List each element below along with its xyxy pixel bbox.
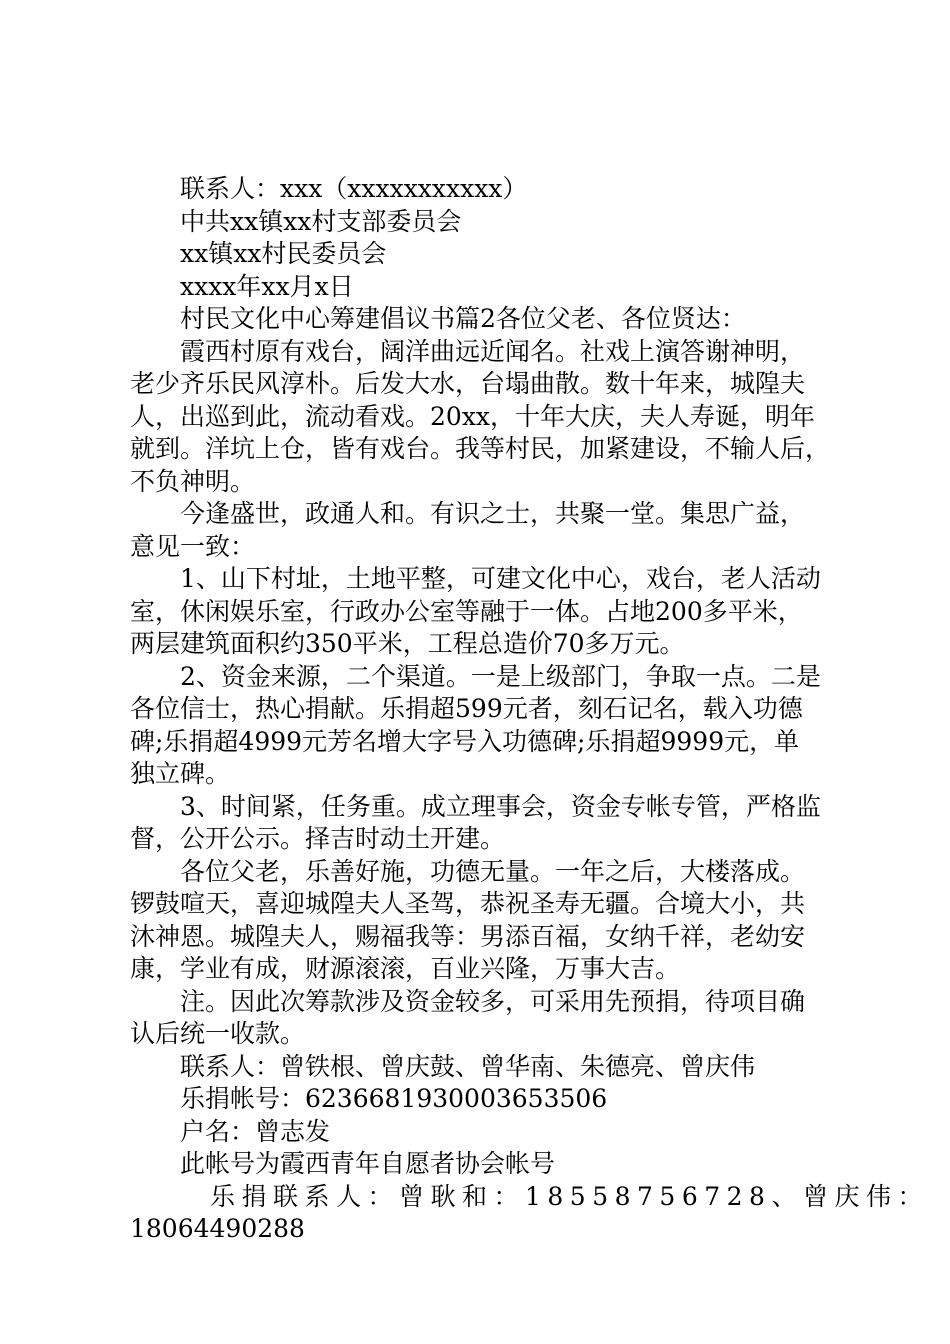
- account-name-line: 户名：曾志发: [180, 1116, 331, 1146]
- account-line: 乐捐帐号：6236681930003653506: [180, 1084, 608, 1113]
- account-note-line: 此帐号为霞西青年自愿者协会帐号: [180, 1149, 556, 1178]
- text-line: 意见一致：: [130, 531, 256, 561]
- header-line: xxxx年xx月x日: [180, 271, 354, 301]
- text-line: 1、山下村址，土地平整，可建文化中心，戏台，老人活动: [180, 564, 821, 593]
- paragraph: [130, 563, 832, 661]
- text-line: 各位父老，乐善好施，功德无量。一年之后，大楼落成。: [180, 856, 806, 886]
- text-line: 注。因此次筹款涉及资金较多，可采用先预捐，待项目确: [180, 986, 806, 1016]
- text-line: 老少齐乐民风淳朴。后发大水，台塌曲散。数十年来，城隍夫: [130, 369, 806, 398]
- document-page: [130, 173, 929, 1246]
- text-line: 碑;乐捐超4999元芳名增大字号入功德碑;乐捐超9999元，单: [130, 726, 800, 756]
- text-line: 各位信士，热心捐献。乐捐超599元者，刻石记名，载入功德: [130, 694, 803, 723]
- text-line: 室，休闲娱乐室，行政办公室等融于一体。占地200多平米，: [130, 596, 803, 626]
- text-line: 认后统一收款。: [130, 1019, 306, 1048]
- paragraph: [130, 336, 832, 499]
- header-line: 联系人：xxx（xxxxxxxxxxx）: [180, 174, 528, 203]
- section-title: 村民文化中心筹建倡议书篇2各位父老、各位贤达：: [180, 304, 746, 333]
- text-line: 康，学业有成，财源滚滚，百业兴隆，万事大吉。: [130, 954, 681, 983]
- paragraph: [130, 986, 832, 1051]
- donation-contact-line: 乐捐联系人：曾耿和：18558756728、曾庆伟：: [210, 1181, 929, 1211]
- header-line: xx镇xx村民委员会: [180, 239, 387, 268]
- text-line: 人，出巡到此，流动看戏。20xx，十年大庆，夫人寿诞，明年: [130, 401, 816, 431]
- text-line: 不负神明。: [130, 466, 256, 496]
- text-line: 督，公开公示。择吉时动土开建。: [130, 824, 506, 853]
- text-line: 霞西村原有戏台，阔洋曲远近闻名。社戏上演答谢神明，: [180, 336, 806, 366]
- text-line: 2、资金来源，二个渠道。一是上级部门，争取一点。二是: [180, 661, 821, 691]
- text-line: 就到。洋坑上仓，皆有戏台。我等村民，加紧建设，不输人后，: [130, 434, 831, 463]
- paragraph: [130, 661, 832, 791]
- text-line: 3、时间紧，任务重。成立理事会，资金专帐专管，严格监: [180, 791, 821, 821]
- text-line: 两层建筑面积约350平米，工程总造价70多万元。: [130, 629, 685, 658]
- header-line: 中共xx镇xx村支部委员会: [180, 206, 462, 236]
- text-line: 沐神恩。城隍夫人，赐福我等：男添百福，女纳千祥，老幼安: [130, 921, 806, 951]
- text-line: 锣鼓喧天，喜迎城隍夫人圣驾，恭祝圣寿无疆。合境大小，共: [130, 889, 806, 918]
- text-line: 独立碑。: [130, 759, 231, 788]
- donation-contact-phone: 18064490288: [130, 1214, 305, 1243]
- paragraph: [130, 498, 832, 563]
- paragraph: [130, 791, 832, 856]
- contact-line: 联系人：曾铁根、曾庆鼓、曾华南、朱德亮、曾庆伟: [180, 1051, 756, 1081]
- text-line: 今逢盛世，政通人和。有识之士，共聚一堂。集思广益，: [180, 499, 806, 528]
- paragraph: [130, 856, 832, 986]
